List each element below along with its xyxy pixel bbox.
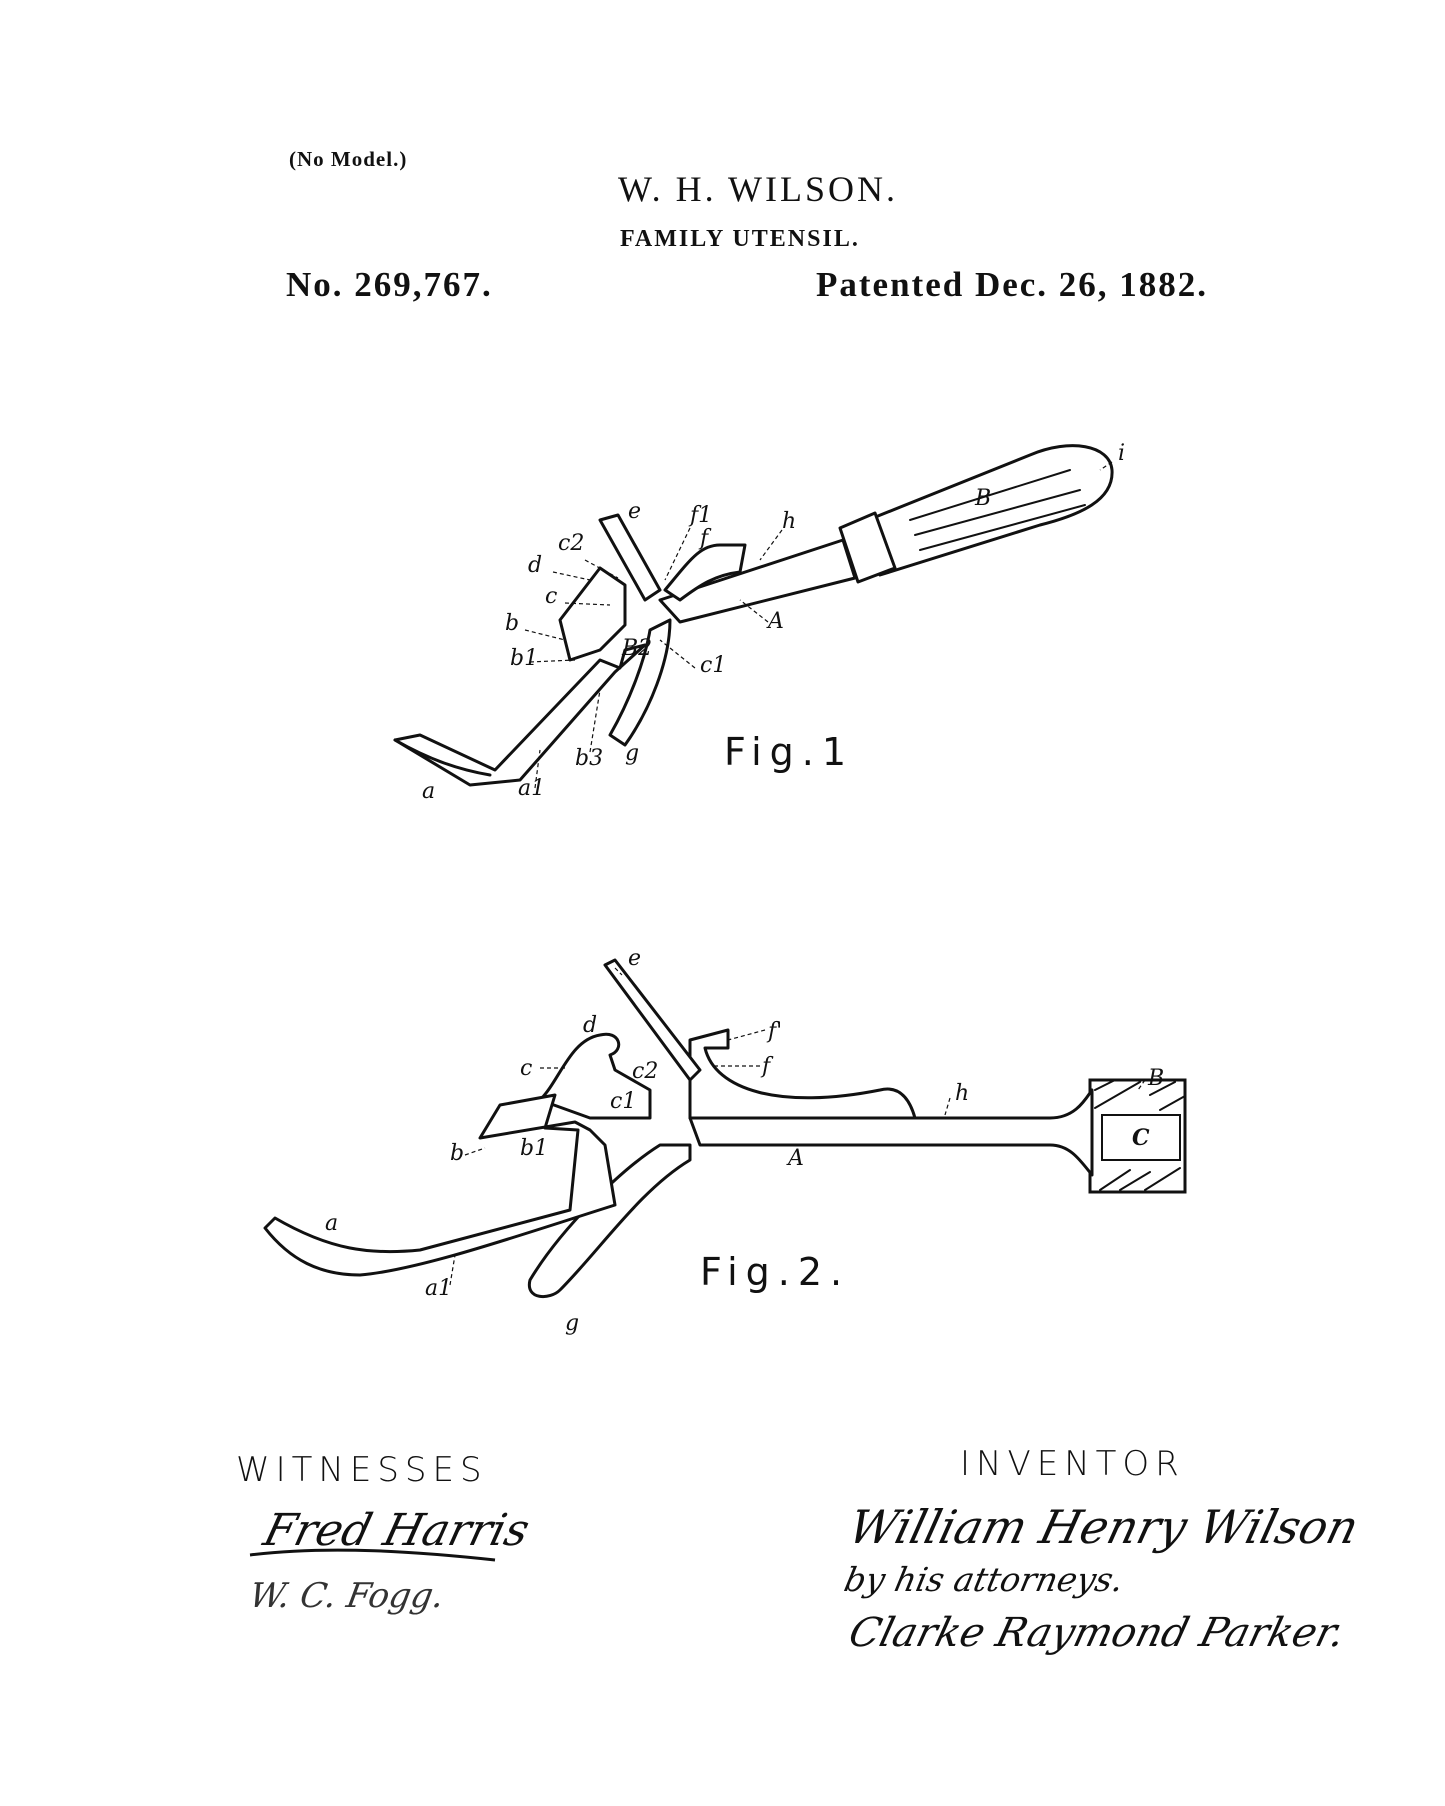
fig2-ref-e: e [628,946,642,971]
fig2-ref-B: B [1148,1066,1165,1091]
no-model-note: (No Model.) [289,147,408,171]
fig2-ref-b1: b1 [520,1136,549,1161]
fig2-ref-f: f [762,1054,771,1079]
witnesses-heading: WITNESSES [236,1450,488,1490]
fig1-ref-A: A [768,609,784,634]
fig1-ref-b: b [505,611,520,636]
patent-date: Patented Dec. 26, 1882. [816,265,1209,304]
fig1-ref-e: e [628,499,642,524]
invention-title: FAMILY UTENSIL. [620,226,860,252]
fig2-ref-C: C [1132,1125,1150,1151]
fig2-ref-d: d [583,1013,598,1038]
fig1-ref-h: h [782,509,797,534]
fig1-ref-b3: b3 [575,746,604,771]
fig1-ref-f1: f1 [690,503,713,528]
attorneys-signature: Clarke Raymond Parker. [844,1610,1350,1656]
fig2-ref-c1: c1 [610,1089,637,1114]
fig1-ref-a1: a1 [518,776,546,801]
attorneys-line: by his attorneys. [840,1560,1128,1599]
inventor-name: W. H. WILSON. [618,169,898,209]
fig1-ref-b1: b1 [510,646,539,671]
fig1-ref-g: g [625,741,640,766]
figure-2-caption: Fig.2. [700,1250,851,1294]
figure-1-caption: Fig.1 [724,730,855,774]
fig1-ref-d: d [528,553,543,578]
fig1-ref-a: a [422,779,436,804]
fig1-ref-B2: B2 [622,636,653,661]
inventor-heading: INVENTOR [960,1444,1185,1484]
fig1-ref-B: B [975,486,992,511]
inventor-signature: William Henry Wilson [843,1500,1365,1554]
fig1-ref-f: f [700,526,709,551]
patent-number: No. 269,767. [286,265,493,304]
fig2-ref-h: h [955,1081,970,1106]
fig2-ref-f-prime: f' [768,1019,783,1044]
fig1-ref-i: i [1118,441,1126,466]
witness-signature-2: W. C. Fogg. [246,1576,448,1616]
fig2-ref-c: c [520,1056,533,1081]
fig1-ref-c1: c1 [700,653,727,678]
fig2-ref-c2: c2 [632,1059,659,1084]
fig2-ref-g: g [565,1311,580,1336]
fig2-ref-a1: a1 [425,1276,453,1301]
witness-signature-1: Fred Harris [258,1505,535,1556]
fig2-ref-b: b [450,1141,465,1166]
fig1-ref-c2: c2 [558,531,585,556]
fig2-ref-a: a [325,1211,339,1236]
fig2-ref-A: A [788,1146,804,1171]
fig1-ref-c: c [545,584,558,609]
